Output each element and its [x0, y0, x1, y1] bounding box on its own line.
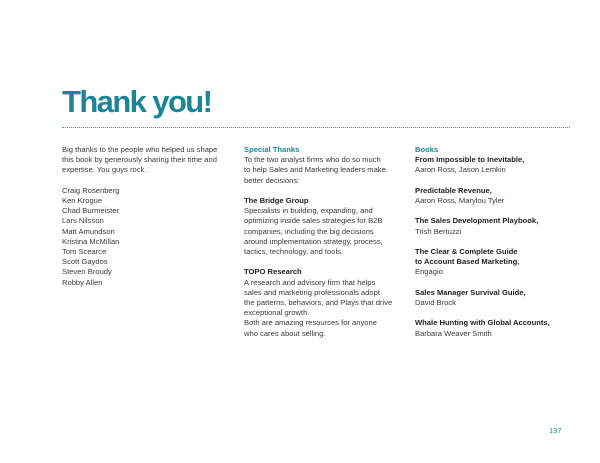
page-title: Thank you! — [62, 84, 212, 119]
person-name: Scott Gaydos — [62, 257, 108, 267]
book-authors: Barbara Weaver Smith — [415, 328, 492, 338]
book-authors: Aaron Ross, Marylou Tyler — [415, 196, 505, 205]
special-thanks-intro: to help Sales and Marketing leaders make — [244, 165, 386, 175]
topo-research-text: A research and advisory firm that helps — [244, 277, 376, 287]
book-title: The Clear & Complete Guide — [415, 246, 518, 256]
intro-line: expertise. You guys rock. — [62, 165, 147, 175]
book-authors: Trish Bertuzzi — [415, 226, 462, 236]
book-title: Predictable Revenue, — [415, 185, 492, 195]
page-number: 137 — [549, 426, 562, 435]
books-column — [415, 145, 575, 339]
special-thanks-intro: better decisions: — [244, 175, 300, 185]
bridge-group-title: The Bridge Group — [244, 196, 309, 205]
book-title: Whale Hunting with Global Accounts, — [415, 318, 550, 328]
bridge-group-text: Specialists in building, expanding, and — [244, 206, 373, 216]
special-thanks-intro: To the two analyst firms who do so much — [244, 155, 381, 165]
person-name: Matt Amundson — [62, 226, 115, 236]
book-title: to Account Based Marketing, — [415, 257, 520, 267]
person-name: Kristina McMillan — [62, 236, 120, 246]
special-thanks-heading: Special Thanks — [244, 145, 300, 154]
person-name: Ken Krogue — [62, 196, 103, 205]
closing-text: who cares about selling. — [244, 328, 326, 338]
bridge-group-text: companies, including the big decisions — [244, 226, 374, 236]
bridge-group-text: optimizing inside sales strategies for B2B — [244, 216, 383, 226]
book-title: Sales Manager Survival Guide, — [415, 287, 526, 297]
book-title: The Sales Development Playbook, — [415, 216, 539, 226]
person-name: Robby Allen — [62, 277, 103, 287]
topo-research-text: exceptional growth. — [244, 308, 310, 318]
special-thanks-column — [244, 145, 402, 339]
person-name: Steven Broudy — [62, 267, 112, 277]
acknowledgements-column — [62, 145, 232, 288]
book-authors: Engagio — [415, 267, 443, 277]
book-authors: David Brock — [415, 297, 456, 307]
person-name: Chad Burmeister — [62, 206, 119, 216]
person-name: Craig Rosenberg — [62, 185, 120, 195]
person-name: Lars Nilsson — [62, 216, 104, 226]
bridge-group-text: around implementation strategy, process, — [244, 236, 383, 246]
dotted-divider — [62, 127, 570, 128]
topo-research-text: the patterns, behaviors, and Plays that drive — [244, 298, 393, 308]
closing-text: Both are amazing resources for anyone — [244, 318, 377, 328]
books-heading: Books — [415, 145, 439, 154]
book-title: From Impossible to Inevitable, — [415, 155, 525, 165]
bridge-group-text: tactics, technology, and tools. — [244, 247, 344, 257]
person-name: Tom Scearce — [62, 247, 107, 257]
intro-line: this book by generously sharing their time and — [62, 155, 217, 165]
topo-research-text: sales and marketing professionals adopt — [244, 287, 380, 297]
topo-research-title: TOPO Research — [244, 267, 302, 277]
book-authors: Aaron Ross, Jason Lemkin — [415, 165, 506, 175]
intro-line: Big thanks to the people who helped us shape — [62, 145, 218, 154]
